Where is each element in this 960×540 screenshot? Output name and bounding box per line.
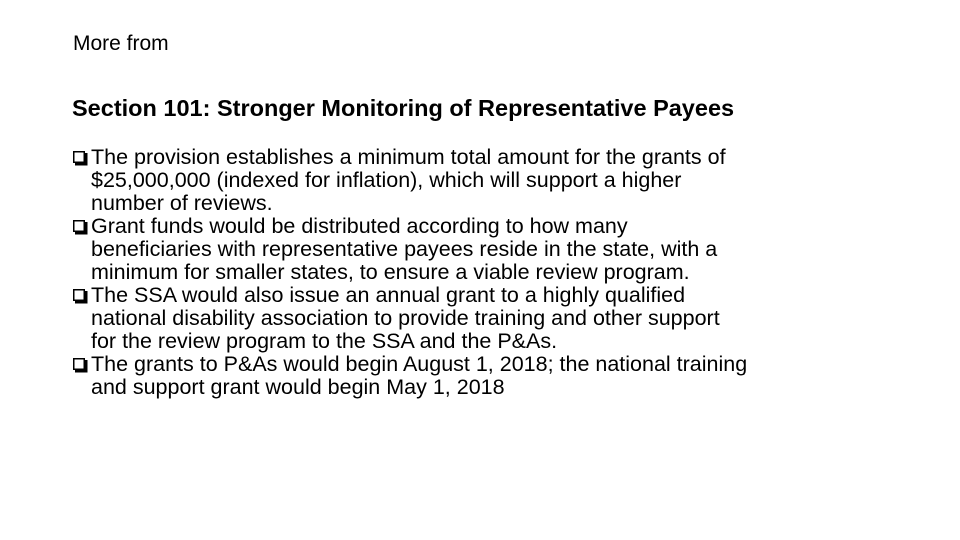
bullet-line: The grants to P&As would begin August 1, 2018; the national training xyxy=(91,352,748,376)
checkbox-bullet-icon xyxy=(73,358,88,373)
bullet-line: beneficiaries with representative payees reside in the state, with a xyxy=(91,237,718,261)
bullet-line: Grant funds would be distributed according to how many xyxy=(91,214,628,238)
kicker-text: More from xyxy=(73,32,169,55)
bullet-line: $25,000,000 (indexed for inflation), which will support a higher xyxy=(91,168,682,192)
page-title: Section 101: Stronger Monitoring of Representative Payees xyxy=(72,95,735,121)
bullet-line: and support grant would begin May 1, 2018 xyxy=(91,375,505,399)
checkbox-bullet-icon xyxy=(73,151,88,166)
checkbox-bullet-icon xyxy=(73,220,88,235)
bullet-list xyxy=(72,146,912,399)
bullet-line: for the review program to the SSA and the P&As. xyxy=(91,329,558,353)
bullet-line: The SSA would also issue an annual grant to a highly qualified xyxy=(91,283,686,307)
bullet-item xyxy=(72,146,912,215)
bullet-item xyxy=(72,353,912,399)
checkbox-bullet-icon xyxy=(73,289,88,304)
bullet-line: number of reviews. xyxy=(91,191,273,215)
bullet-item xyxy=(72,215,912,284)
bullet-line: national disability association to provide training and other support xyxy=(91,306,720,330)
bullet-line: minimum for smaller states, to ensure a viable review program. xyxy=(91,260,690,284)
bullet-line: The provision establishes a minimum total amount for the grants of xyxy=(91,145,726,169)
bullet-item xyxy=(72,284,912,353)
